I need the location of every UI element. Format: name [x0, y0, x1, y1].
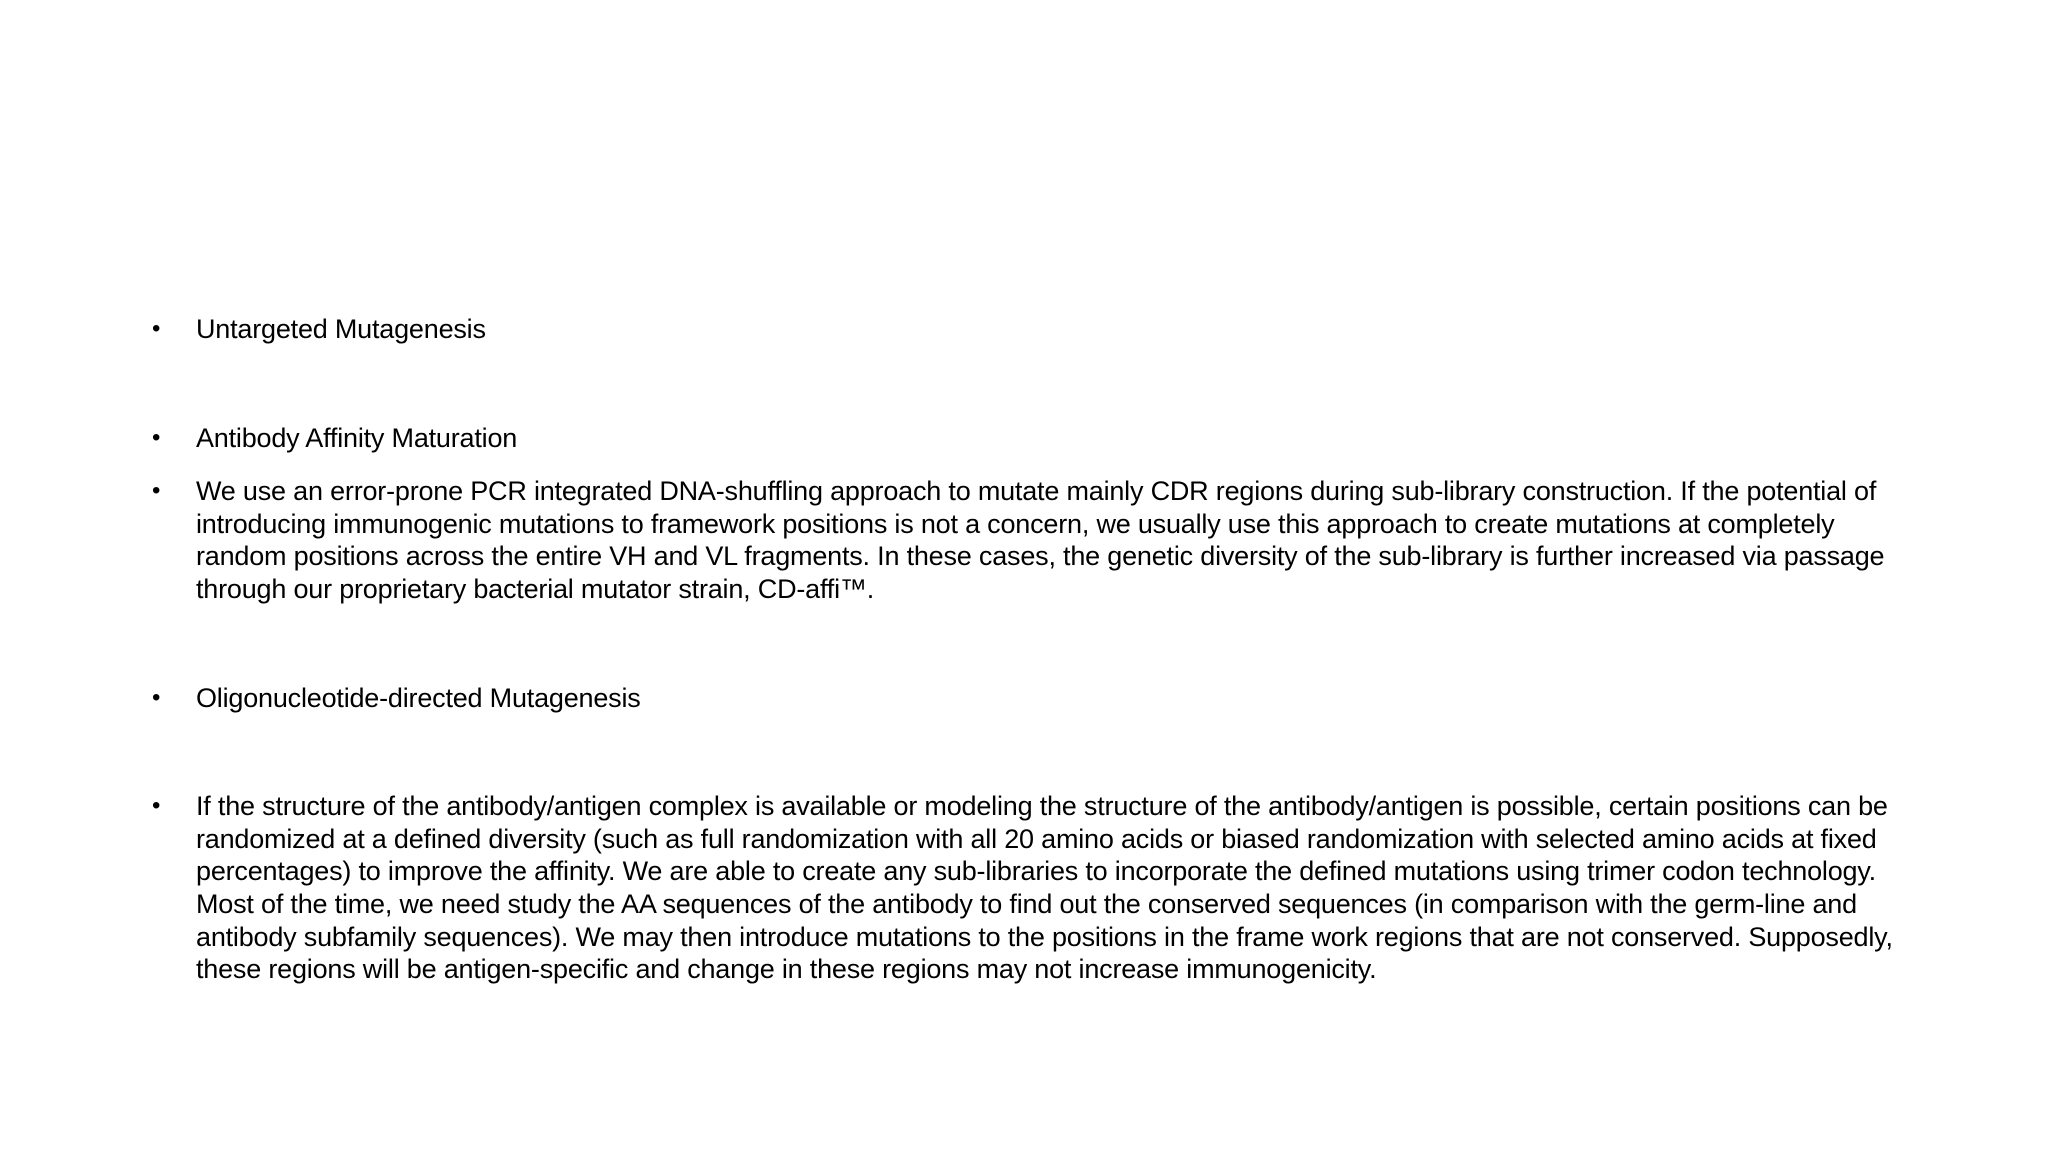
bullet-error-prone-pcr-description [152, 475, 1912, 605]
bullet-antibody-affinity-maturation [152, 422, 1912, 455]
bullet-text: Antibody Affinity Maturation [196, 422, 518, 453]
bullet-list [152, 313, 1912, 986]
bullet-dot-icon: • [152, 315, 161, 342]
bullet-dot-icon: • [152, 683, 161, 711]
bullet-structure-randomization-description [152, 790, 1912, 986]
bullet-dot-icon: • [152, 477, 161, 505]
bullet-text: Oligonucleotide-directed Mutagenesis [196, 682, 641, 713]
bullet-text: If the structure of the antibody/antigen complex is available or modeling the structure of the antibody/antigen is possible, certain positions can be randomized at a defined diversity (such as full randomization with all 20 amino acids or biased randomization with selected amino acids at fixed percentages) to improve the affinity. We are able to create any sub-libraries to incorporate the defined mutations using trimer codon technology. Most of the time, we need study the AA sequences of the antibody to find out the conserved sequences (in comparison with the germ-line and antibody subfamily sequences). We may then introduce mutations to the positions in the frame work regions that are not conserved. Supposedly, these regions will be antigen-specific and change in these regions may not increase immunogenicity. [196, 791, 1893, 985]
bullet-untargeted-mutagenesis [152, 313, 1912, 346]
bullet-dot-icon: • [152, 792, 161, 820]
bullet-text: We use an error-prone PCR integrated DNA-shuffling approach to mutate mainly CDR regions during sub-library construction. If the potential of introducing immunogenic mutations to framework positions is not a concern, we usually use this approach to create mutations at completely random positions across the entire VH and VL fragments. In these cases, the genetic diversity of the sub-library is further increased via passage through our proprietary bacterial mutator strain, CD-affi™. [196, 476, 1885, 604]
bullet-oligonucleotide-directed-mutagenesis [152, 682, 1912, 715]
bullet-dot-icon: • [152, 423, 161, 451]
bullet-text: Untargeted Mutagenesis [196, 314, 486, 344]
